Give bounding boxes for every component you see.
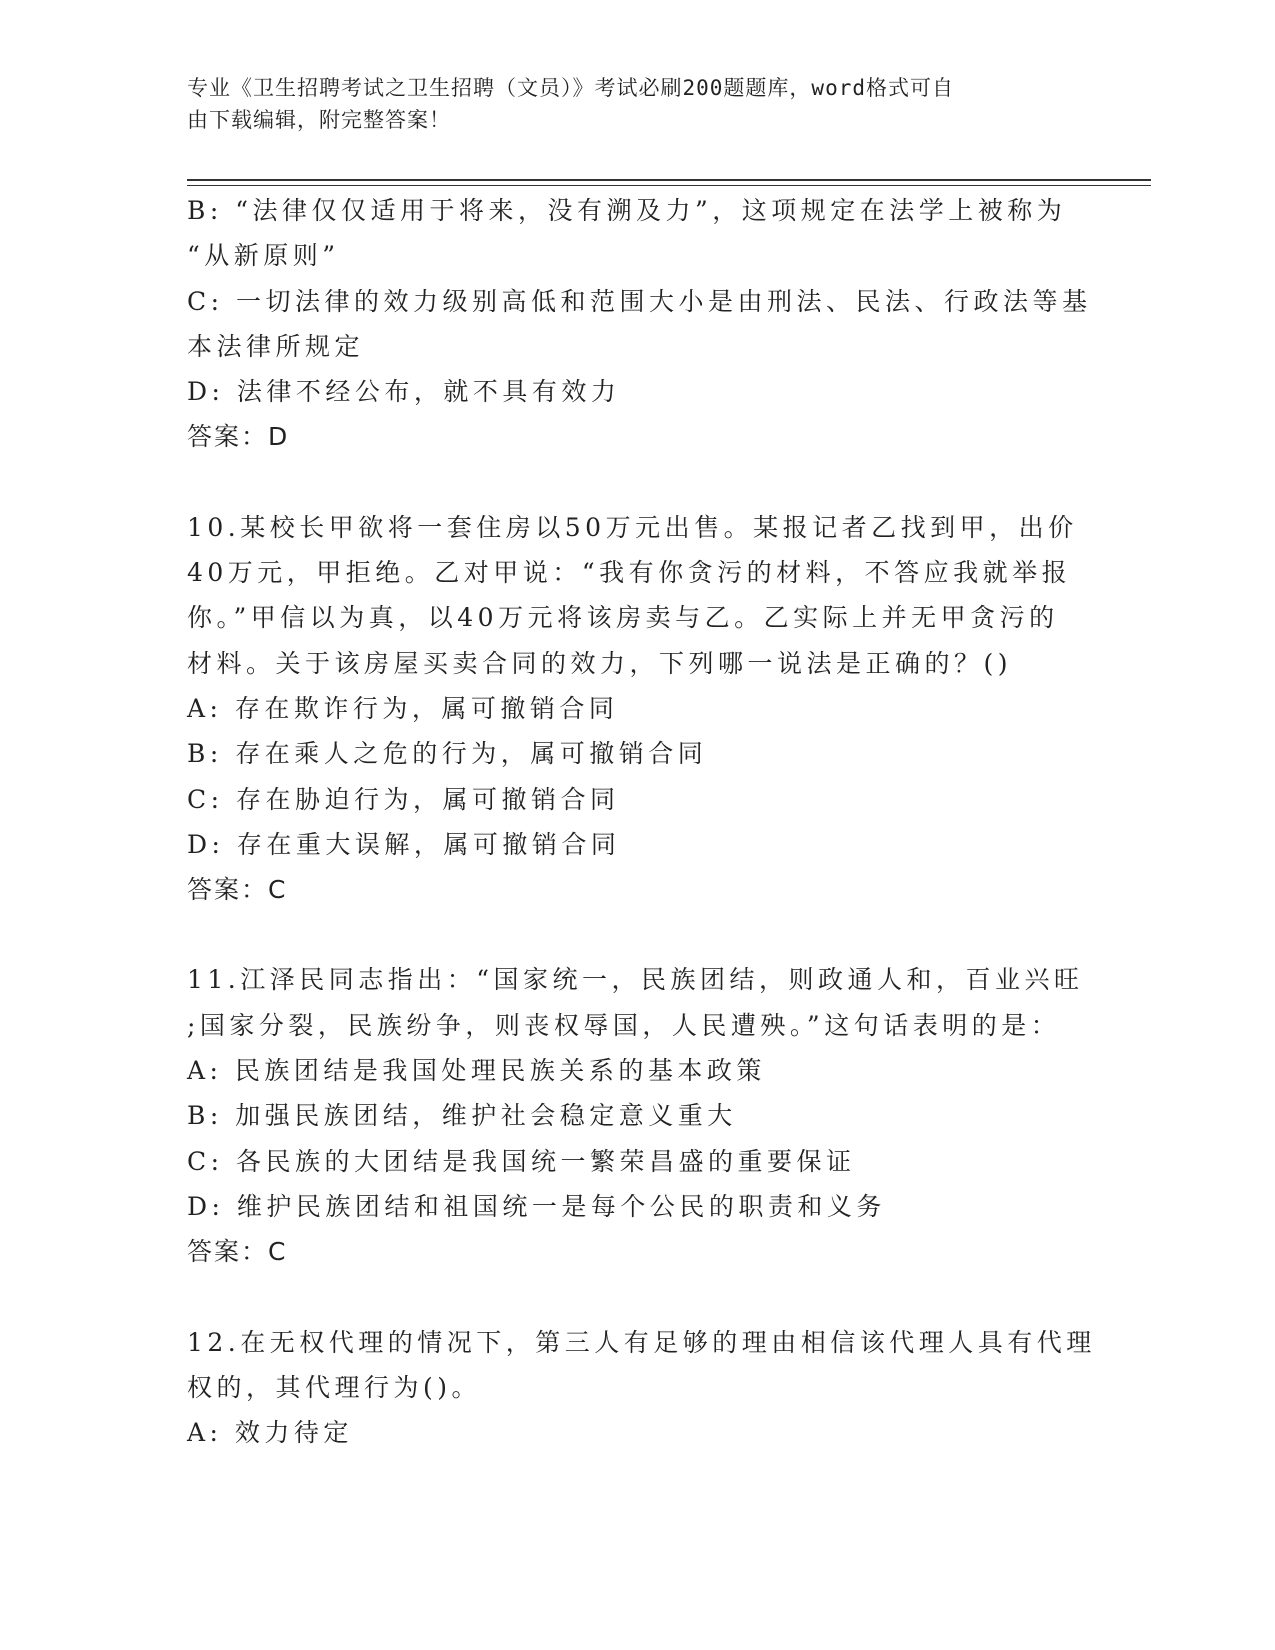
q9-option-b-line-1: B: “法律仅仅适用于将来，没有溯及力”，这项规定在法学上被称为: [187, 196, 1067, 225]
q10-option-c: C: 存在胁迫行为，属可撤销合同: [187, 784, 620, 814]
q10-option-a: A: 存在欺诈行为，属可撤销合同: [187, 693, 619, 723]
q10-stem-line-2: 40万元，甲拒绝。乙对甲说：“我有你贪污的材料，不答应我就举报: [187, 558, 1072, 588]
q12-option-a: A: 效力待定: [187, 1418, 353, 1448]
document-body: [187, 188, 1096, 1455]
q10-stem-line-1: 10.某校长甲欲将一套住房以50万元出售。某报记者乙找到甲，出价: [187, 512, 1078, 542]
question-11: [187, 957, 1084, 1274]
spacer: [187, 912, 1077, 957]
q10-answer: 答案：C: [187, 875, 288, 905]
header-line-2: 由下载编辑，附完整答案！: [187, 108, 451, 132]
question-12: [187, 1320, 1096, 1456]
q10-stem-line-3: 你。”甲信以为真，以40万元将该房卖与乙。乙实际上并无甲贪污的: [187, 603, 1059, 633]
q10-stem-line-4: 材料。关于该房屋买卖合同的效力，下列哪一说法是正确的？(): [187, 648, 1013, 678]
q10-option-b: B: 存在乘人之危的行为，属可撤销合同: [187, 739, 708, 769]
q12-stem-line-1: 12.在无权代理的情况下，第三人有足够的理由相信该代理人具有代理: [187, 1327, 1096, 1357]
q9-option-b-line-2: “从新原则”: [187, 241, 340, 271]
q11-stem-line-2: ;国家分裂，民族纷争，则丧权辱国，人民遭殃。”这句话表明的是：: [187, 1010, 1061, 1040]
document-header: [187, 72, 1067, 136]
q9-option-c-line-2: 本法律所规定: [187, 331, 365, 361]
q10-option-d: D: 存在重大误解，属可撤销合同: [187, 829, 621, 859]
q11-stem-line-1: 11.江泽民同志指出：“国家统一，民族团结，则政通人和，百业兴旺: [187, 965, 1084, 995]
q11-option-a: A: 民族团结是我国处理民族关系的基本政策: [187, 1056, 766, 1086]
q9-answer: 答案：D: [187, 422, 290, 452]
q11-option-b: B: 加强民族团结，维护社会稳定意义重大: [187, 1101, 737, 1131]
question-9: [187, 188, 1092, 460]
header-divider-thick: [187, 179, 1151, 181]
q11-answer: 答案：C: [187, 1237, 288, 1267]
question-10: [187, 505, 1077, 913]
spacer: [187, 1275, 1077, 1320]
q12-stem-line-2: 权的，其代理行为()。: [187, 1372, 482, 1402]
header-line-1: 专业《卫生招聘考试之卫生招聘（文员）》考试必刷200题题库，word格式可自: [187, 76, 954, 100]
q9-option-d: D: 法律不经公布，就不具有效力: [187, 377, 621, 407]
header-divider-thin: [187, 185, 1151, 186]
q11-option-c: C: 各民族的大团结是我国统一繁荣昌盛的重要保证: [187, 1146, 856, 1176]
q9-option-c-line-1: C: 一切法律的效力级别高低和范围大小是由刑法、民法、行政法等基: [187, 286, 1092, 316]
q11-option-d: D: 维护民族团结和祖国统一是每个公民的职责和义务: [187, 1191, 886, 1221]
spacer: [187, 460, 1077, 505]
